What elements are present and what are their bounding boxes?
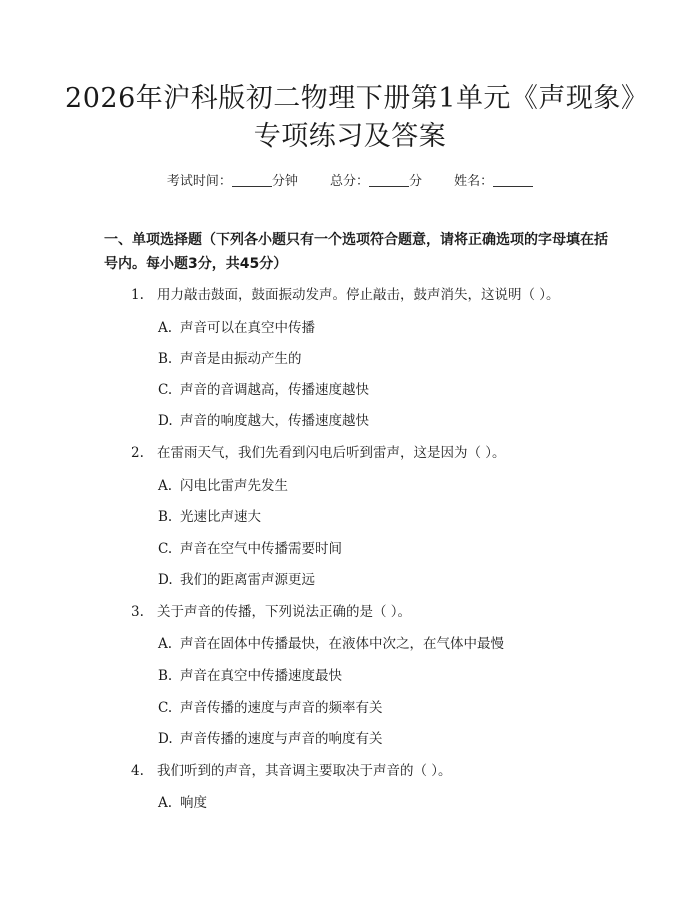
- question-number: 3.: [131, 604, 144, 620]
- question-4: [131, 759, 631, 779]
- time-label: 考试时间：: [166, 174, 232, 189]
- option-3d: [158, 727, 383, 747]
- option-letter: A.: [158, 478, 173, 494]
- name-label: 姓名：: [454, 174, 494, 189]
- time-blank: [232, 174, 272, 187]
- question-number: 4.: [131, 763, 144, 779]
- option-text: 声音传播的速度与声音的响度有关: [180, 731, 383, 747]
- option-letter: A.: [158, 795, 173, 811]
- option-text: 闪电比雷声先发生: [180, 478, 288, 494]
- option-text: 我们的距离雷声源更远: [180, 572, 315, 588]
- question-text: 我们听到的声音，其音调主要取决于声音的（ ）。: [157, 763, 452, 779]
- option-letter: C.: [158, 700, 173, 716]
- question-number: 1.: [131, 287, 144, 303]
- option-letter: B.: [158, 509, 173, 525]
- option-2c: [158, 537, 342, 557]
- option-3a: [158, 632, 504, 652]
- option-3c: [158, 696, 383, 716]
- question-text: 在雷雨天气，我们先看到闪电后听到雷声，这是因为（ ）。: [157, 445, 506, 461]
- option-letter: D.: [158, 413, 173, 429]
- option-letter: D.: [158, 731, 173, 747]
- option-1a: [158, 316, 315, 336]
- score-label: 总分：: [329, 174, 369, 189]
- exam-info: [0, 170, 700, 189]
- question-number: 2.: [131, 445, 144, 461]
- exam-name: [454, 174, 533, 189]
- question-1: [131, 283, 631, 303]
- option-text: 声音在固体中传播最快，在液体中次之，在气体中最慢: [180, 636, 504, 652]
- question-text: 关于声音的传播，下列说法正确的是（ ）。: [157, 604, 412, 620]
- option-text: 声音在真空中传播速度最快: [180, 668, 342, 684]
- option-text: 响度: [180, 795, 207, 811]
- option-letter: C.: [158, 382, 173, 398]
- option-text: 声音的音调越高，传播速度越快: [180, 382, 369, 398]
- score-blank: [369, 174, 409, 187]
- option-letter: C.: [158, 541, 173, 557]
- name-blank: [493, 174, 533, 187]
- option-2b: [158, 505, 261, 525]
- option-text: 声音是由振动产生的: [180, 351, 302, 367]
- option-text: 声音的响度越大，传播速度越快: [180, 413, 369, 429]
- option-4a: [158, 791, 207, 811]
- option-letter: A.: [158, 636, 173, 652]
- option-letter: A.: [158, 320, 173, 336]
- score-unit: 分: [409, 174, 423, 189]
- option-1b: [158, 347, 302, 367]
- option-letter: D.: [158, 572, 173, 588]
- option-text: 光速比声速大: [180, 509, 261, 525]
- time-unit: 分钟: [271, 174, 298, 189]
- exam-score: [330, 174, 422, 189]
- option-3b: [158, 664, 342, 684]
- option-1d: [158, 409, 369, 429]
- option-1c: [158, 378, 369, 398]
- option-letter: B.: [158, 668, 173, 684]
- question-2: [131, 441, 631, 461]
- option-text: 声音在空气中传播需要时间: [180, 541, 342, 557]
- question-text: 用力敲击鼓面，鼓面振动发声。停止敲击，鼓声消失，这说明（ ）。: [157, 287, 560, 303]
- option-text: 声音传播的速度与声音的频率有关: [180, 700, 383, 716]
- section-heading: 一、单项选择题（下列各小题只有一个选项符合题意，请将正确选项的字母填在括号内。每小题3分，共45分）: [104, 232, 608, 272]
- page-title: 2026年沪科版初二物理下册第1单元《声现象》专项练习及答案: [65, 83, 635, 152]
- question-3: [131, 600, 631, 620]
- exam-time: [167, 174, 298, 189]
- option-2a: [158, 474, 288, 494]
- option-text: 声音可以在真空中传播: [180, 320, 315, 336]
- option-2d: [158, 568, 315, 588]
- option-letter: B.: [158, 351, 173, 367]
